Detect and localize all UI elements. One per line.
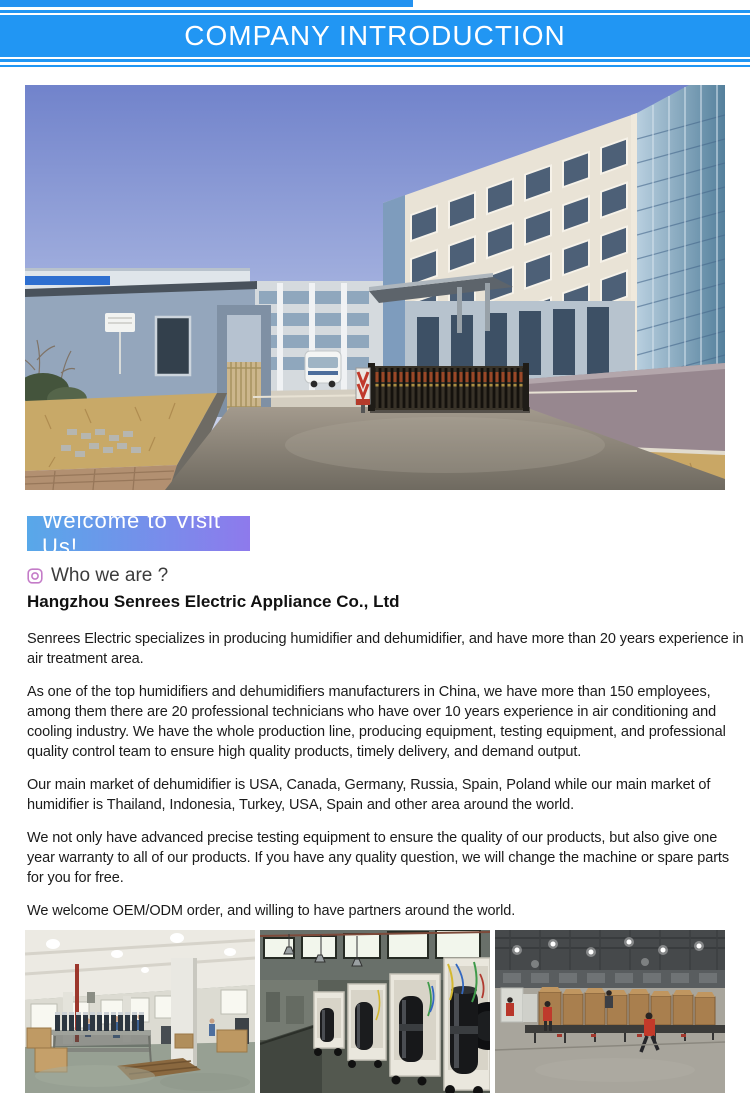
company-name: Hangzhou Senrees Electric Appliance Co., Ltd (27, 592, 400, 611)
paragraph: We welcome OEM/ODM order, and willing to have partners around the world. (27, 903, 516, 919)
who-we-are-heading: Who we are ? (51, 565, 169, 586)
camera-icon (27, 568, 43, 584)
packing-warehouse-photo (495, 930, 725, 1093)
section-title: COMPANY INTRODUCTION (184, 20, 566, 51)
who-we-are-heading-row (27, 565, 168, 587)
workshop-photo (25, 930, 255, 1093)
section-title-banner (0, 10, 750, 62)
company-description (27, 629, 744, 934)
paragraph: Senrees Electric specializes in producing humidifier and dehumidifier, and have more than 20 years experience in air treatment area. (27, 631, 744, 667)
welcome-banner (27, 507, 250, 559)
factory-photo-strip (25, 930, 725, 1093)
factory-building-photo (25, 85, 725, 490)
bus (305, 351, 341, 387)
top-accent-strip (0, 0, 413, 7)
paragraph: Our main market of dehumidifier is USA, Canada, Germany, Russia, Spain, Poland while our main market of humidifier is Thailand, Indonesia, Turkey, USA, Spain and other area around the world. (27, 777, 711, 813)
paragraph: As one of the top humidifiers and dehumidifiers manufacturers in China, we have more than 150 employees, among them there are 20 professional technicians who have over 10 years experience in air conditioning and cooling industry. We have the whole production line, producing equipment, testing equipment, and professional quality control team to ensure high quality products, timely delivery, and demand output. (27, 684, 726, 760)
paragraph: We not only have advanced precise testing equipment to ensure the quality of our products, but also give one year warranty to all of our products. If you have any quality question, we will change the machine or spare parts for you for free. (27, 830, 729, 886)
banner-inner-line-bottom (0, 57, 750, 59)
divider-line (0, 65, 750, 67)
welcome-banner-label: Welcome to Visit Us! (42, 507, 222, 559)
production-line-photo (260, 930, 490, 1093)
